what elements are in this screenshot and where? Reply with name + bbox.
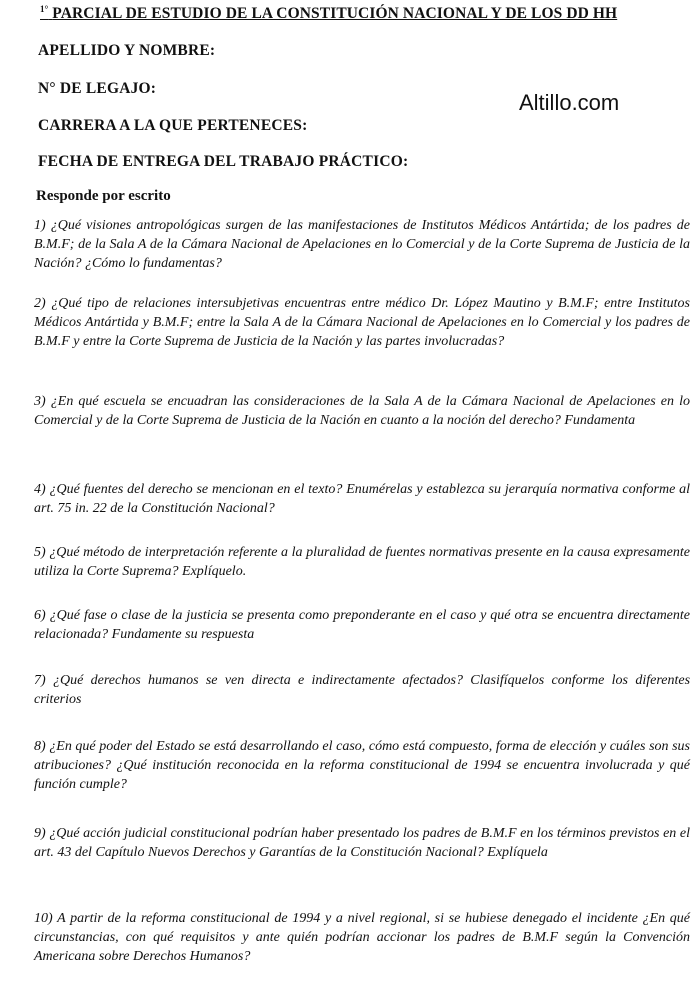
- instructions: Responde por escrito: [36, 188, 171, 204]
- question-number: 1): [34, 218, 46, 233]
- question-5: [34, 543, 690, 581]
- question-text: ¿En qué escuela se encuadran las consideraciones de la Sala A de la Cámara Nacional de Apelaciones en lo Comercial y de la Corte Suprema de Justicia de la Nación en cuanto a la noción del derecho? Fundamenta: [34, 394, 690, 428]
- question-number: 2): [34, 296, 46, 311]
- question-7: [34, 671, 690, 709]
- question-text: ¿Qué tipo de relaciones intersubjetivas encuentras entre médico Dr. López Mautino y B.M.F; entre Institutos Médicos Antártida y B.M.F; entre la Sala A de la Cámara Nacional de Apelaciones en lo Comercial y los padres de B.M.F y entre la Corte Suprema de Justicia de la Nación y las partes involucradas?: [34, 296, 691, 349]
- page-title: [40, 4, 670, 23]
- question-8: [34, 737, 690, 794]
- question-10: [34, 909, 690, 966]
- field-carrera-label: CARRERA A LA QUE PERTENECES:: [38, 117, 308, 134]
- question-text: ¿Qué fase o clase de la justicia se presenta como preponderante en el caso y qué otra se encuentra directamente relacionada? Fundamente su respuesta: [34, 608, 690, 642]
- question-text: ¿Qué visiones antropológicas surgen de las manifestaciones de Institutos Médicos Antártida; de los padres de B.M.F; de la Sala A de la Cámara Nacional de Apelaciones en lo Comercial y de la Corte Suprema de Justicia de la Nación? ¿Cómo lo fundamentas?: [34, 218, 691, 271]
- question-text: ¿En qué poder del Estado se está desarrollando el caso, cómo está compuesto, forma de elección y cuáles son sus atribuciones? ¿Qué institución reconocida en la reforma constitucional de 1994 se encuentra involucrada y qué función cumple?: [34, 739, 691, 792]
- question-1: [34, 216, 690, 273]
- question-9: [34, 824, 690, 862]
- field-legajo-label: N° DE LEGAJO:: [38, 80, 157, 97]
- question-6: [34, 606, 690, 644]
- question-text: A partir de la reforma constitucional de 1994 y a nivel regional, si se hubiese denegado el incidente ¿En qué circunstancias, con qué requisitos y ante quién podrían accionar los padres de B.M.F según la Convención Americana sobre Derechos Humanos?: [34, 911, 690, 964]
- question-number: 4): [34, 482, 46, 497]
- question-text: ¿Qué fuentes del derecho se mencionan en el texto? Enumérelas y establezca su jerarquía normativa conforme al art. 75 in. 22 de la Constitución Nacional?: [34, 482, 690, 516]
- question-number: 9): [34, 826, 46, 841]
- question-number: 6): [34, 608, 46, 623]
- question-text: ¿Qué derechos humanos se ven directa e indirectamente afectados? Clasifíquelos conforme los diferentes criterios: [34, 673, 691, 707]
- question-number: 10): [34, 911, 53, 926]
- title-text: PARCIAL DE ESTUDIO DE LA CONSTITUCIÓN NACIONAL Y DE LOS DD HH: [52, 5, 618, 23]
- question-number: 7): [34, 673, 46, 688]
- title-ordinal: 1°: [40, 4, 49, 14]
- question-4: [34, 480, 690, 518]
- question-3: [34, 392, 690, 430]
- question-text: ¿Qué método de interpretación referente a la pluralidad de fuentes normativas presente en la causa expresamente utiliza la Corte Suprema? Explíquelo.: [34, 545, 690, 579]
- question-number: 8): [34, 739, 46, 754]
- field-fecha-label: FECHA DE ENTREGA DEL TRABAJO PRÁCTICO:: [38, 153, 409, 170]
- question-number: 5): [34, 545, 46, 560]
- question-text: ¿Qué acción judicial constitucional podrían haber presentado los padres de B.M.F en los términos previstos en el art. 43 del Capítulo Nuevos Derechos y Garantías de la Constitución Nacional? Explíquela: [34, 826, 690, 860]
- watermark: Altillo.com: [519, 90, 620, 115]
- question-2: [34, 294, 690, 351]
- question-number: 3): [34, 394, 46, 409]
- field-name-label: APELLIDO Y NOMBRE:: [38, 42, 216, 59]
